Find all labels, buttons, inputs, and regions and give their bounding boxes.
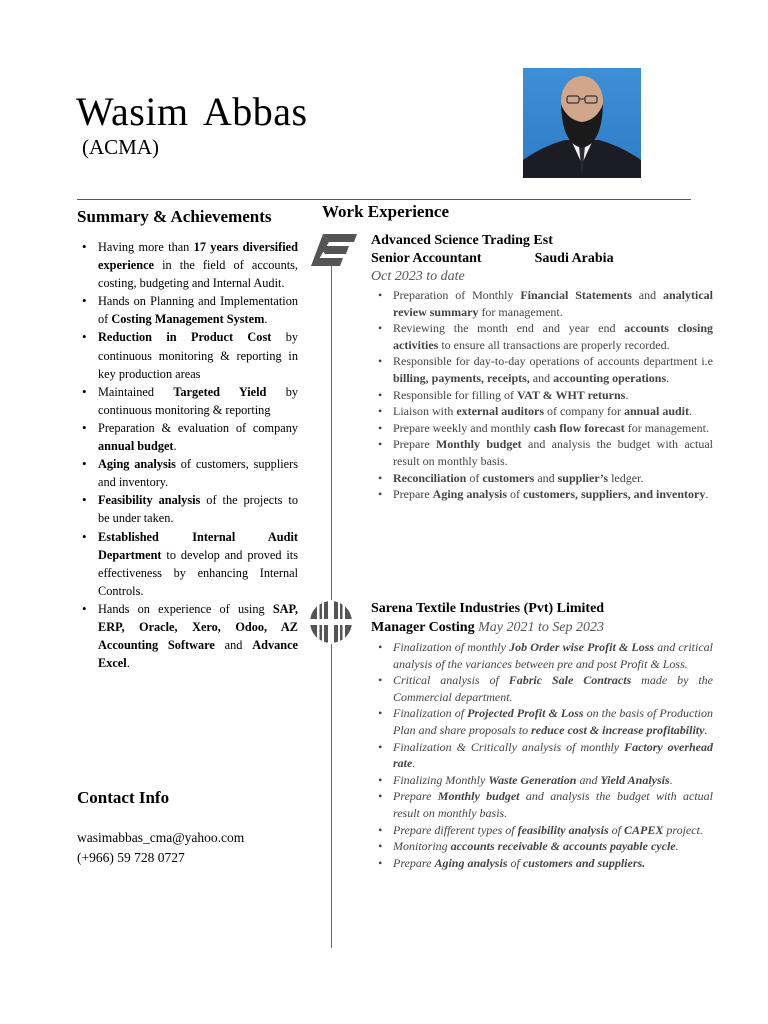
job-1-duty-item: • Responsible for filling of VAT & WHT returns. [378, 387, 713, 404]
summary-item: • Established Internal Audit Department to develop and proved its effectiveness by enhancing Internal Controls. [82, 528, 298, 600]
job-1-dates: Oct 2023 to date [371, 269, 465, 284]
job-2-duty-item: • Prepare different types of feasibility analysis of CAPEX project. [378, 822, 713, 839]
summary-item: • Reduction in Product Cost by continuous monitoring & reporting in key production areas [82, 328, 298, 382]
job-2-dates: May 2021 to Sep 2023 [478, 620, 605, 635]
job-2-duty-item: • Prepare Monthly budget and analysis the budget with actual result on monthly basis. [378, 788, 713, 821]
job-2-duties [378, 639, 713, 871]
job-2-duty-item: • Finalization & Critically analysis of monthly Factory overhead rate. [378, 739, 713, 772]
summary-item: • Aging analysis of customers, suppliers and inventory. [82, 455, 298, 491]
job-1-duties [378, 287, 713, 503]
header-divider [77, 199, 691, 200]
contact-heading: Contact Info [77, 788, 170, 807]
job-1-duty-item: • Preparation of Monthly Financial Statements and analytical review summary for management. [378, 287, 713, 320]
job-2-duty-item: • Finalization of monthly Job Order wise Profit & Loss and critical analysis of the variances between pre and post Profit & Loss. [378, 639, 713, 672]
job-1-duty-item: • Prepare weekly and monthly cash flow forecast for management. [378, 420, 713, 437]
contact-phone[interactable]: (+966) 59 728 0727 [77, 850, 185, 865]
summary-item: • Maintained Targeted Yield by continuous monitoring & reporting [82, 383, 298, 419]
contact-block [77, 828, 244, 868]
summary-item: • Hands on experience of using SAP, ERP, Oracle, Xero, Odoo, AZ Accounting Software and Advance Excel. [82, 600, 298, 672]
job-2-company: Sarena Textile Industries (Pvt) Limited [371, 601, 605, 616]
job-1-duty-item: • Prepare Aging analysis of customers, suppliers, and inventory. [378, 486, 713, 503]
job-2-role: Manager Costing [371, 620, 475, 635]
job-2-duty-item: • Prepare Aging analysis of customers and suppliers. [378, 855, 713, 872]
job-1-location: Saudi Arabia [534, 251, 614, 266]
job-2-role-line [371, 619, 604, 637]
job-1-company: Advanced Science Trading Est [371, 233, 553, 248]
summary-item: • Preparation & evaluation of company annual budget. [82, 419, 298, 455]
summary-heading: Summary & Achievements [77, 207, 272, 226]
job-1-duty-item: • Liaison with external auditors of company for annual audit. [378, 403, 713, 420]
credential: (ACMA) [82, 135, 159, 159]
job-1-duty-item: • Responsible for day-to-day operations of accounts department i.e billing, payments, receipts, and accounting operations. [378, 353, 713, 386]
job-1-role: Senior Accountant [371, 251, 482, 266]
summary-item: • Hands on Planning and Implementation of Costing Management System. [82, 292, 298, 328]
profile-photo [523, 68, 641, 178]
job-2-duty-item: • Monitoring accounts receivable & accounts payable cycle. [378, 838, 713, 855]
job-2-duty-item: • Finalizing Monthly Waste Generation and Yield Analysis. [378, 772, 713, 789]
experience-heading: Work Experience [322, 202, 450, 221]
company-logo-icon [309, 600, 353, 649]
job-2-duty-item: • Finalization of Projected Profit & Loss on the basis of Production Plan and share proposals to reduce cost & increase profitability. [378, 705, 713, 738]
job-1-duty-item: • Reconciliation of customers and supplier’s ledger. [378, 470, 713, 487]
summary-item: • Feasibility analysis of the projects to be under taken. [82, 491, 298, 527]
candidate-name: Wasim Abbas [76, 89, 308, 134]
company-logo-icon [309, 230, 359, 275]
summary-item: • Having more than 17 years diversified experience in the field of accounts, costing, budgeting and Internal Audit. [82, 238, 298, 292]
contact-email[interactable]: wasimabbas_cma@yahoo.com [77, 830, 245, 845]
job-1-duty-item: • Reviewing the month end and year end accounts closing activities to ensure all transactions are properly recorded. [378, 320, 713, 353]
job-1-role-line [371, 250, 614, 268]
summary-list [82, 238, 298, 672]
job-1-duty-item: • Prepare Monthly budget and analysis the budget with actual result on monthly basis. [378, 436, 713, 469]
job-2-duty-item: • Critical analysis of Fabric Sale Contracts made by the Commercial department. [378, 672, 713, 705]
